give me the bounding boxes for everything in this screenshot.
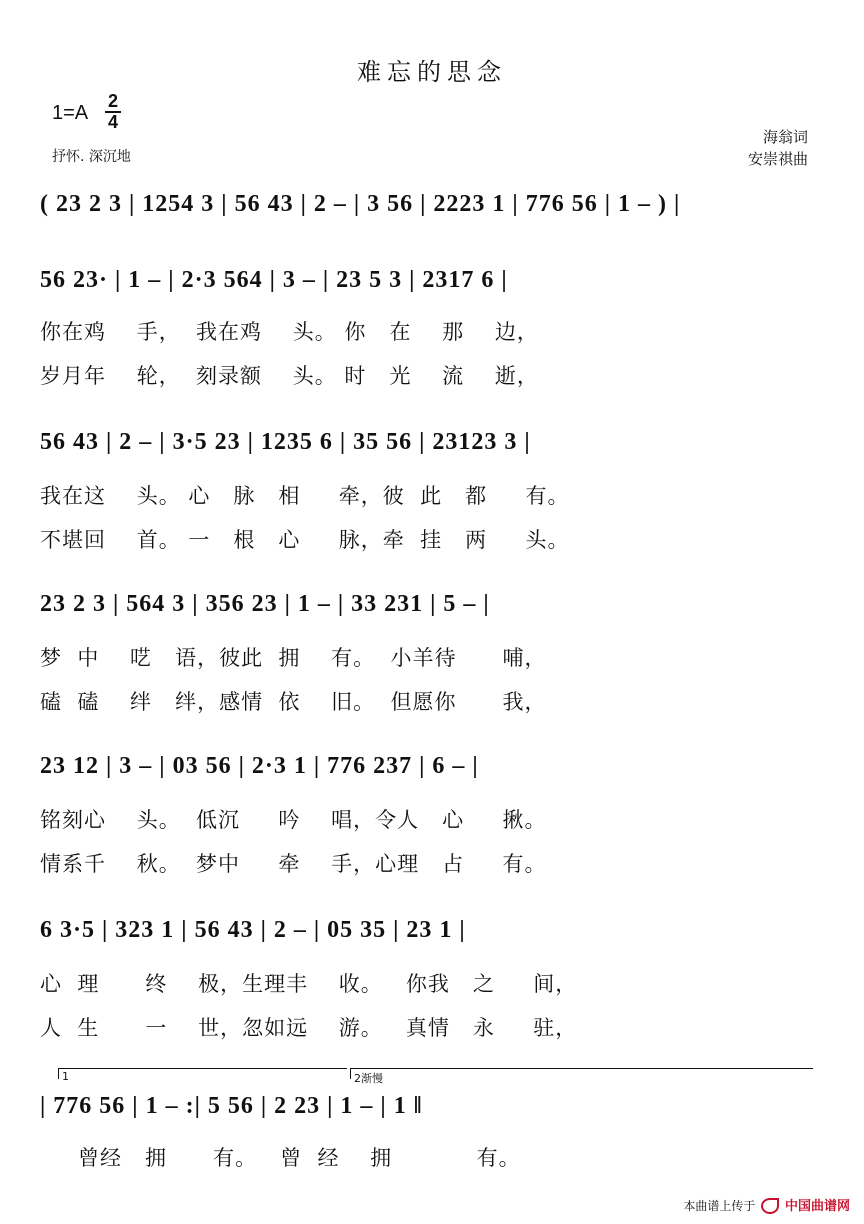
time-signature-bottom: 4 bbox=[107, 112, 118, 132]
notation-line: 23 12 | 3 – | 03 56 | 2·3 1 | 776 237 | 6 – | bbox=[40, 753, 479, 779]
lyric-verse-1: 铭刻心 头。 低沉 吟 唱，令人 心 揪。 bbox=[40, 808, 547, 832]
score-line-1 bbox=[40, 180, 830, 228]
site-name[interactable]: 中国曲谱网 bbox=[784, 1198, 850, 1214]
volta-brackets bbox=[58, 1062, 814, 1085]
lyricist-credit: 海翁词 bbox=[762, 128, 808, 146]
page-title: 难忘的思念 bbox=[357, 58, 507, 86]
volta-first-ending bbox=[58, 1068, 347, 1079]
composer-credit: 安崇祺曲 bbox=[747, 150, 808, 168]
notation-line: 56 23· | 1 – | 2·3 564 | 3 – | 23 5 3 | 2317 6 | bbox=[40, 267, 508, 293]
score-line-4 bbox=[40, 580, 830, 628]
notation-line: 56 43 | 2 – | 3·5 23 | 1235 6 | 35 56 | 23123 3 | bbox=[40, 429, 531, 455]
upload-text: 本曲谱上传于 bbox=[683, 1198, 756, 1213]
tempo-mood: 抒怀. 深沉地 bbox=[52, 149, 131, 165]
lyric-verse-2: 情系千 秋。 梦中 牵 手，心理 占 有。 bbox=[40, 852, 547, 876]
time-signature-top: 2 bbox=[107, 91, 118, 111]
notation-line: | 776 56 | 1 – :| 5 56 | 2 23 | 1 – | 1 ‖ bbox=[40, 1093, 423, 1119]
watermark-footer bbox=[683, 1195, 850, 1215]
volta-second-label: 2渐慢 bbox=[354, 1072, 383, 1085]
volta-first-label: 1 bbox=[62, 1070, 69, 1083]
notation-line: 23 2 3 | 564 3 | 356 23 | 1 – | 33 231 | 5 – | bbox=[40, 591, 490, 617]
time-signature bbox=[105, 92, 121, 132]
volta-second-ending bbox=[350, 1068, 813, 1079]
lyric-verse-2: 岁月年 轮， 刻录额 头。 时 光 流 逝， bbox=[40, 364, 539, 388]
lyric-verse-1: 梦 中 呓 语，彼此 拥 有。 小羊待 哺， bbox=[40, 646, 547, 670]
notation-line: ( 23 2 3 | 1254 3 | 56 43 | 2 – | 3 56 | 2223 1 | 776 56 | 1 – ) | bbox=[40, 191, 681, 217]
score-line-3 bbox=[40, 418, 830, 466]
score-line-2 bbox=[40, 256, 830, 304]
score-line-7 bbox=[40, 1082, 830, 1130]
lyric-verse-2: 磕 磕 绊 绊，感情 依 旧。 但愿你 我， bbox=[40, 690, 547, 714]
lyric-verse-1: 心 理 终 极，生理丰 收。 你我 之 间， bbox=[40, 972, 578, 996]
lyric-verse-2: 人 生 一 世，忽如远 游。 真情 永 驻， bbox=[40, 1016, 578, 1040]
lyric-verse-1: 你在鸡 手， 我在鸡 头。 你 在 那 边， bbox=[40, 320, 539, 344]
lyric-verse-1: 我在这 头。 心 脉 相 牵，彼 此 都 有。 bbox=[40, 484, 570, 508]
key-signature: 1=A bbox=[52, 102, 89, 124]
lyric-verse-2: 不堪回 首。 一 根 心 脉，牵 挂 两 头。 bbox=[40, 528, 570, 552]
site-logo-icon bbox=[761, 1198, 779, 1214]
lyric-final: 曾经 拥 有。 曾 经 拥 有。 bbox=[78, 1146, 521, 1170]
notation-line: 6 3·5 | 323 1 | 56 43 | 2 – | 05 35 | 23 1 | bbox=[40, 917, 466, 943]
score-line-5 bbox=[40, 742, 830, 790]
score-line-6 bbox=[40, 906, 830, 954]
